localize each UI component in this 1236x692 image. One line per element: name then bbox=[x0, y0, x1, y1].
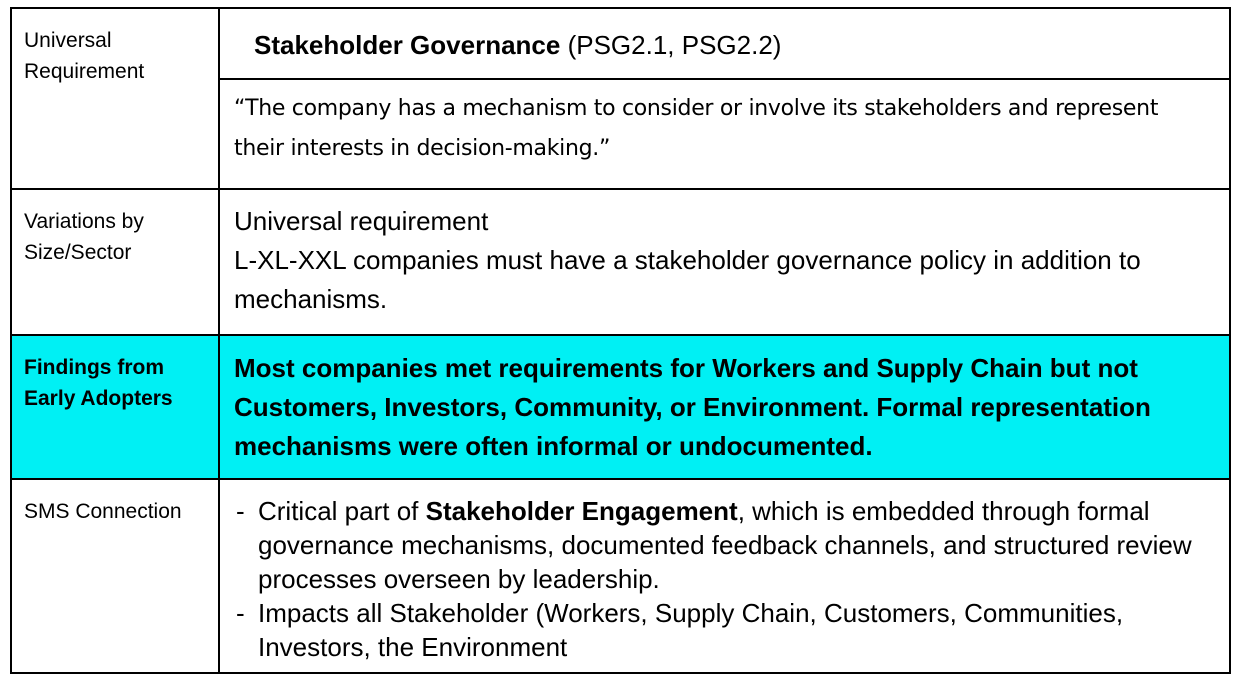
variations-label: Variations by Size/Sector bbox=[24, 210, 144, 264]
findings-text: Most companies met requirements for Workers and Supply Chain but not Customers, Investors, Community, or Environment. Formal representation mechanisms were often informal or undocumented. bbox=[234, 353, 1151, 461]
variations-line-1: Universal requirement bbox=[234, 206, 489, 236]
sms-content bbox=[220, 480, 1229, 664]
findings-label: Findings from Early Adopters bbox=[24, 356, 173, 410]
sms-row bbox=[11, 479, 1230, 673]
sms-label-cell bbox=[11, 479, 219, 673]
sms-bullet-list bbox=[234, 494, 1213, 664]
universal-requirement-label: Universal Requirement bbox=[24, 29, 145, 83]
requirement-codes: (PSG2.1, PSG2.2) bbox=[560, 30, 782, 60]
variations-cell bbox=[219, 189, 1230, 335]
sms-bullet-1 bbox=[234, 494, 1213, 596]
requirement-quote: “The company has a mechanism to consider or involve its stakeholders and represent their interests in decision-making.” bbox=[234, 96, 1159, 161]
sms-cell bbox=[219, 479, 1230, 673]
bullet-dash: - bbox=[236, 598, 245, 628]
findings-label-cell bbox=[11, 335, 219, 479]
variations-line-2: L-XL-XXL companies must have a stakeholder governance policy in addition to mechanisms. bbox=[234, 245, 1141, 314]
sms-label: SMS Connection bbox=[24, 500, 182, 523]
sms-bullet-2 bbox=[234, 596, 1213, 664]
sms-bullet-2-text: Impacts all Stakeholder (Workers, Supply Chain, Customers, Communities, Investors, the Environment bbox=[258, 598, 1124, 662]
sms-bullet-1-pre: Critical part of bbox=[258, 496, 426, 526]
sms-bullet-1-bold: Stakeholder Engagement bbox=[425, 496, 738, 526]
sms-bullet-1-post: , which is embedded through formal governance mechanisms, documented feedback channels, and structured review processes overseen by leadership. bbox=[258, 496, 1192, 594]
universal-requirement-row bbox=[11, 8, 1230, 79]
requirement-table bbox=[10, 7, 1231, 674]
quote-cell bbox=[219, 79, 1230, 189]
variations-row bbox=[11, 189, 1230, 335]
bullet-dash: - bbox=[236, 496, 245, 526]
title-cell bbox=[219, 8, 1230, 79]
findings-cell bbox=[219, 335, 1230, 479]
findings-row bbox=[11, 335, 1230, 479]
variations-text bbox=[220, 190, 1229, 319]
universal-requirement-label-cell bbox=[11, 8, 219, 189]
variations-label-cell bbox=[11, 189, 219, 335]
requirement-title bbox=[220, 9, 1229, 60]
requirement-title-bold: Stakeholder Governance bbox=[254, 30, 561, 60]
